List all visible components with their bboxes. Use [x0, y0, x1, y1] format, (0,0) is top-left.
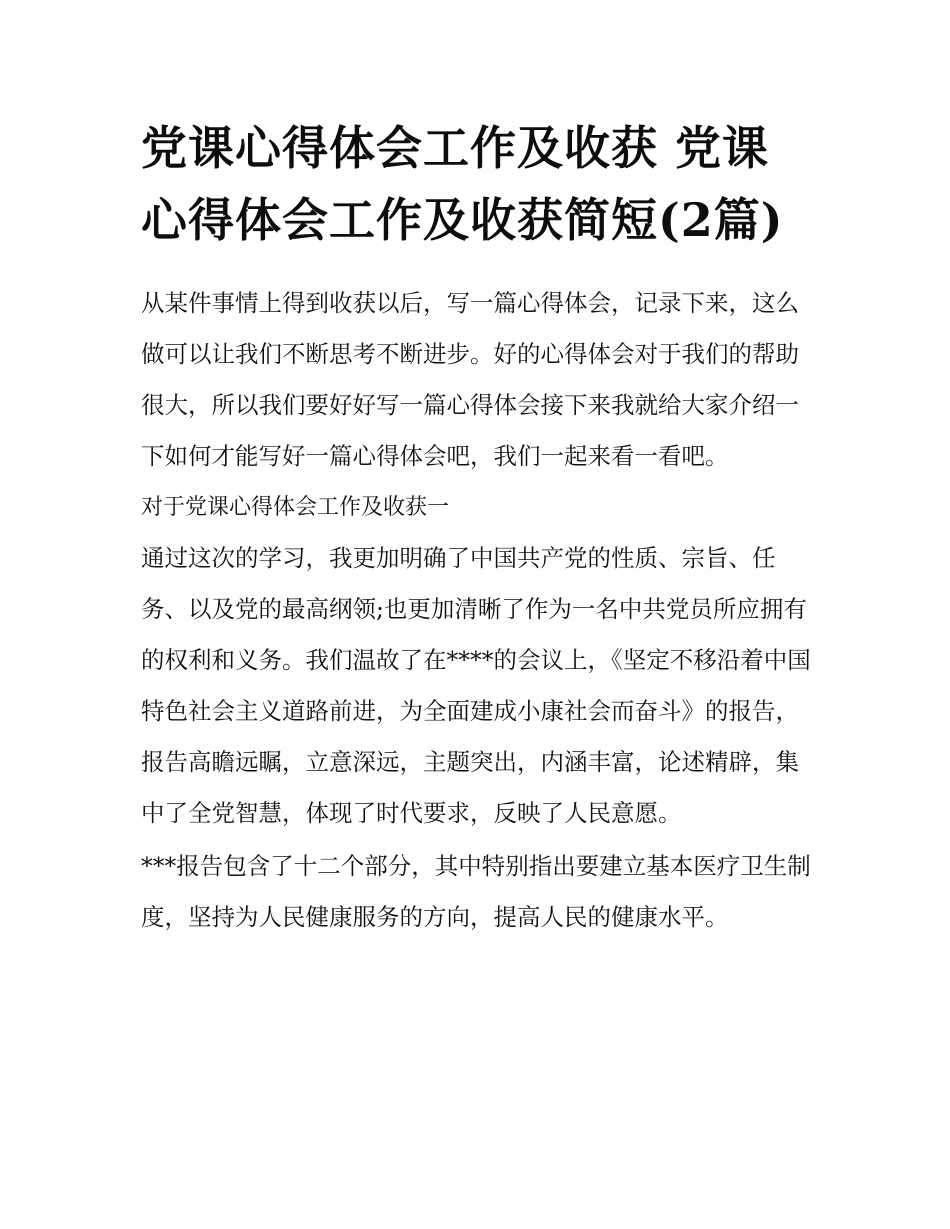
- section-heading: 对于党课心得体会工作及收获一: [141, 495, 450, 520]
- document-title: 党课心得体会工作及收获 党课心得体会工作及收获简短(2篇): [141, 121, 784, 247]
- document-page: [141, 112, 813, 943]
- body-paragraph-2: ***报告包含了十二个部分，其中特别指出要建立基本医疗卫生制度，坚持为人民健康服务的方向，提高人民的健康水平。: [141, 852, 811, 931]
- intro-paragraph: 从某件事情上得到收获以后，写一篇心得体会，记录下来，这么做可以让我们不断思考不断进步。好的心得体会对于我们的帮助很大，所以我们要好好写一篇心得体会接下来我就给大家介绍一下如何才能写好一篇心得体会吧，我们一起来看一看吧。: [141, 289, 799, 470]
- body-paragraph-1: 通过这次的学习，我更加明确了中国共产党的性质、宗旨、任务、以及党的最高纲领;也更加清晰了作为一名中共党员所应拥有的权利和义务。我们温故了在****的会议上，《坚定不移沿着中国特色社会主义道路前进，为全面建成小康社会而奋斗》的报告，报告高瞻远瞩，立意深远，主题突出，内涵丰富，论述精辟，集中了全党智慧，体现了时代要求，反映了人民意愿。: [141, 544, 811, 827]
